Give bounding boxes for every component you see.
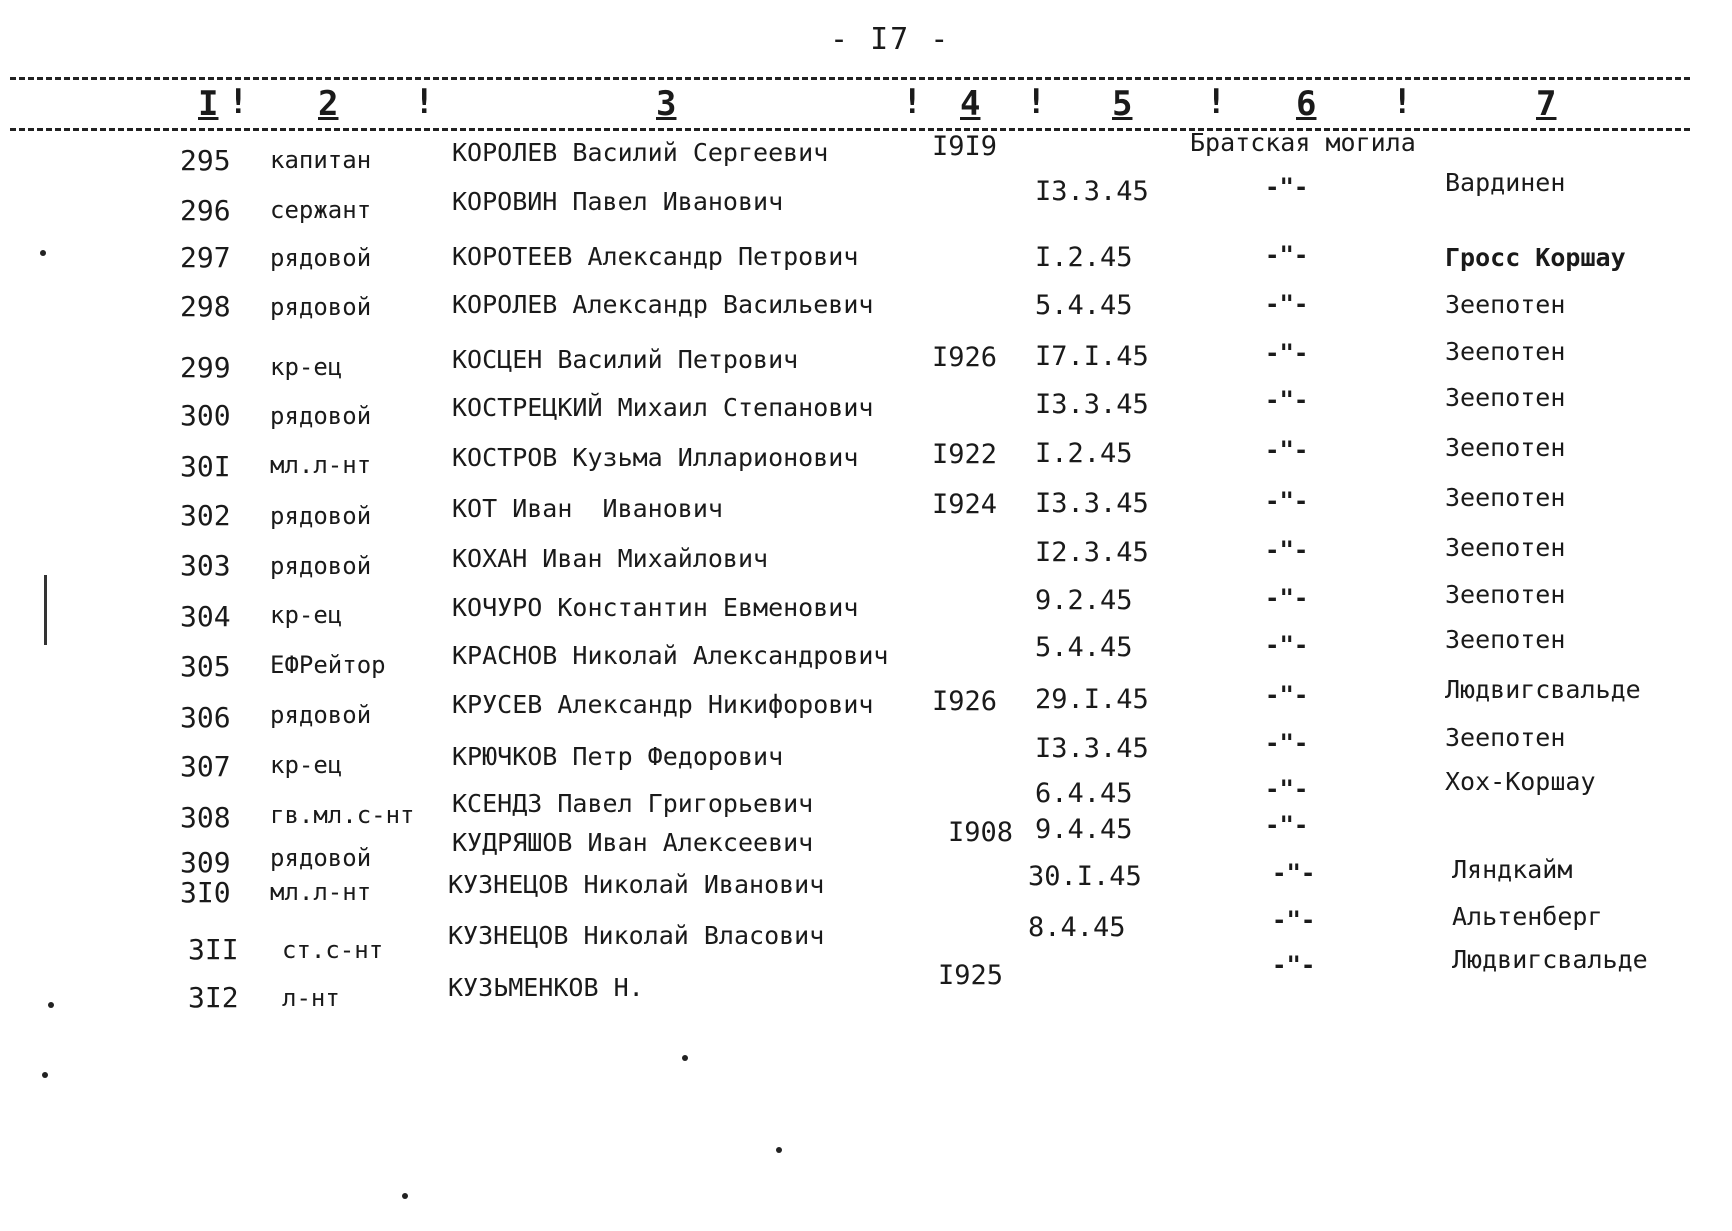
row-ditto: -"-: [1265, 729, 1309, 757]
scan-speck: [402, 1193, 408, 1199]
row-ditto: -"-: [1265, 775, 1309, 803]
row-death-date: 5.4.45: [1035, 290, 1133, 321]
row-rank: рядовой: [270, 244, 372, 272]
row-number: 295: [180, 144, 231, 177]
row-rank: л-нт: [282, 984, 340, 1012]
row-rank: рядовой: [270, 293, 372, 321]
row-number: 304: [180, 600, 231, 633]
row-death-date: I2.3.45: [1035, 537, 1149, 568]
row-rank: сержант: [270, 196, 372, 224]
row-name: КОРОТЕЕВ Александр Петрович: [452, 242, 859, 271]
col-header-5: 5: [1112, 84, 1133, 124]
row-burial-place: Ляндкайм: [1452, 855, 1573, 884]
row-rank: рядовой: [270, 552, 372, 580]
row-burial-place: Зеепотен: [1445, 337, 1566, 366]
row-death-date: I3.3.45: [1035, 488, 1149, 519]
row-death-date: I3.3.45: [1035, 733, 1149, 764]
row-name: КОХАН Иван Михайлович: [452, 544, 769, 573]
row-name: КОРОВИН Павел Иванович: [452, 187, 784, 216]
row-name: КСЕНДЗ Павел Григорьевич: [452, 789, 814, 818]
col-header-1: I: [198, 84, 219, 124]
col-separator: !: [902, 82, 923, 122]
row-birth-year: I922: [932, 439, 998, 470]
scan-speck: [40, 250, 46, 256]
row-number: 300: [180, 399, 231, 432]
row-name: КОСТРЕЦКИЙ Михаил Степанович: [452, 393, 874, 422]
row-death-date: 8.4.45: [1028, 912, 1126, 943]
row-ditto: -"-: [1265, 487, 1309, 515]
row-ditto: -"-: [1265, 290, 1309, 318]
row-death-date: I3.3.45: [1035, 389, 1149, 420]
col-header-4: 4: [960, 84, 981, 124]
row-death-date: I.2.45: [1035, 438, 1133, 469]
row-number: 307: [180, 750, 231, 783]
row-number: 298: [180, 290, 231, 323]
row-rank: гв.мл.с-нт: [270, 801, 415, 829]
scan-speck: [48, 1002, 54, 1008]
col-header-7: 7: [1536, 84, 1557, 124]
scan-speck: [776, 1147, 782, 1153]
row-rank: ст.с-нт: [282, 936, 384, 964]
col-header-6: 6: [1296, 84, 1317, 124]
row-number: 297: [180, 241, 231, 274]
row-number: 308: [180, 801, 231, 834]
row-death-date: I7.I.45: [1035, 341, 1149, 372]
row-ditto: -"-: [1272, 951, 1316, 979]
row-ditto: -"-: [1265, 241, 1309, 269]
row-name: КУЗЬМЕНКОВ Н.: [448, 973, 644, 1002]
col-separator: !: [1206, 82, 1227, 122]
row-burial-place: Альтенберг: [1452, 902, 1603, 931]
col-separator: !: [414, 82, 435, 122]
row-ditto: -"-: [1265, 811, 1309, 839]
row-name: КРЮЧКОВ Петр Федорович: [452, 742, 784, 771]
row-burial-place: Зеепотен: [1445, 723, 1566, 752]
row-burial-place: Зеепотен: [1445, 383, 1566, 412]
row-number: 303: [180, 549, 231, 582]
row-ditto: -"-: [1265, 436, 1309, 464]
row-burial-place: Зеепотен: [1445, 290, 1566, 319]
row-ditto: -"-: [1265, 173, 1309, 201]
scan-speck: [682, 1055, 688, 1061]
row-ditto: -"-: [1265, 339, 1309, 367]
row-rank: рядовой: [270, 402, 372, 430]
row-name: КРАСНОВ Николай Александрович: [452, 641, 889, 670]
col-separator: !: [1392, 82, 1413, 122]
row-name: КОСТРОВ Кузьма Илларионович: [452, 443, 859, 472]
col-header-2: 2: [318, 84, 339, 124]
col-separator: !: [1026, 82, 1047, 122]
row-burial-place: Людвигсвальде: [1445, 675, 1641, 704]
row-ditto: -"-: [1272, 859, 1316, 887]
col-header-3: 3: [656, 84, 677, 124]
row-number: 30I: [180, 450, 231, 483]
row-burial-place: Зеепотен: [1445, 433, 1566, 462]
row-death-date: 6.4.45: [1035, 778, 1133, 809]
row-burial-place: Хох-Коршау: [1445, 767, 1596, 796]
row-name: КОТ Иван Иванович: [452, 494, 723, 523]
row-name: КРУСЕВ Александр Никифорович: [452, 690, 874, 719]
row-birth-year: I925: [938, 960, 1004, 991]
header-dash-line-bottom: [10, 128, 1690, 131]
row-death-date: 5.4.45: [1035, 632, 1133, 663]
row-number: 296: [180, 194, 231, 227]
row-burial-place: Зеепотен: [1445, 625, 1566, 654]
row-name: КОРОЛЕВ Василий Сергеевич: [452, 138, 829, 167]
row-ditto: -"-: [1265, 631, 1309, 659]
row-birth-year: I926: [932, 342, 998, 373]
row-burial-place: Гросс Коршау: [1445, 243, 1626, 272]
row-death-date: 9.2.45: [1035, 585, 1133, 616]
row-number: 306: [180, 701, 231, 734]
row-ditto: -"-: [1265, 681, 1309, 709]
row-rank: рядовой: [270, 844, 372, 872]
row-death-date: 9.4.45: [1035, 814, 1133, 845]
row-rank: рядовой: [270, 502, 372, 530]
row-death-date: 29.I.45: [1035, 684, 1149, 715]
row-rank: кр-ец: [270, 751, 343, 779]
row-birth-year: I924: [932, 489, 998, 520]
row-name: КУДРЯШОВ Иван Алексеевич: [452, 828, 814, 857]
row-ditto: -"-: [1265, 386, 1309, 414]
row-rank: кр-ец: [270, 353, 343, 381]
burial-note: Братская могила: [1190, 128, 1416, 157]
row-number: 305: [180, 650, 231, 683]
row-number: 309: [180, 846, 231, 879]
row-death-date: I3.3.45: [1035, 176, 1149, 207]
scan-speck: [42, 1072, 48, 1078]
margin-bracket: [44, 575, 53, 645]
page-number: - I7 -: [830, 22, 951, 57]
row-burial-place: Людвигсвальде: [1452, 945, 1648, 974]
row-burial-place: Зеепотен: [1445, 483, 1566, 512]
row-number: 3I0: [180, 876, 231, 909]
row-burial-place: Вардинен: [1445, 168, 1566, 197]
row-rank: кр-ец: [270, 601, 343, 629]
row-rank: капитан: [270, 146, 372, 174]
row-rank: мл.л-нт: [270, 878, 372, 906]
row-ditto: -"-: [1265, 584, 1309, 612]
row-number: 302: [180, 499, 231, 532]
row-number: 3I2: [188, 981, 239, 1014]
col-separator: !: [228, 82, 249, 122]
row-number: 3II: [188, 933, 239, 966]
row-death-date: 30.I.45: [1028, 861, 1142, 892]
row-rank: рядовой: [270, 701, 372, 729]
row-name: КОЧУРО Константин Евменович: [452, 593, 859, 622]
row-burial-place: Зеепотен: [1445, 533, 1566, 562]
row-rank: мл.л-нт: [270, 451, 372, 479]
row-rank: ЕФРейтор: [270, 651, 386, 679]
row-ditto: -"-: [1265, 536, 1309, 564]
row-name: КОРОЛЕВ Александр Васильевич: [452, 290, 874, 319]
header-dash-line-top: [10, 77, 1690, 80]
row-name: КУЗНЕЦОВ Николай Власович: [448, 921, 825, 950]
row-death-date: I.2.45: [1035, 242, 1133, 273]
row-birth-year: I9I9: [932, 131, 998, 162]
row-birth-year: I926: [932, 686, 998, 717]
row-birth-year: I908: [948, 817, 1014, 848]
row-burial-place: Зеепотен: [1445, 580, 1566, 609]
row-name: КОСЦЕН Василий Петрович: [452, 345, 799, 374]
row-name: КУЗНЕЦОВ Николай Иванович: [448, 870, 825, 899]
row-number: 299: [180, 351, 231, 384]
row-ditto: -"-: [1272, 906, 1316, 934]
